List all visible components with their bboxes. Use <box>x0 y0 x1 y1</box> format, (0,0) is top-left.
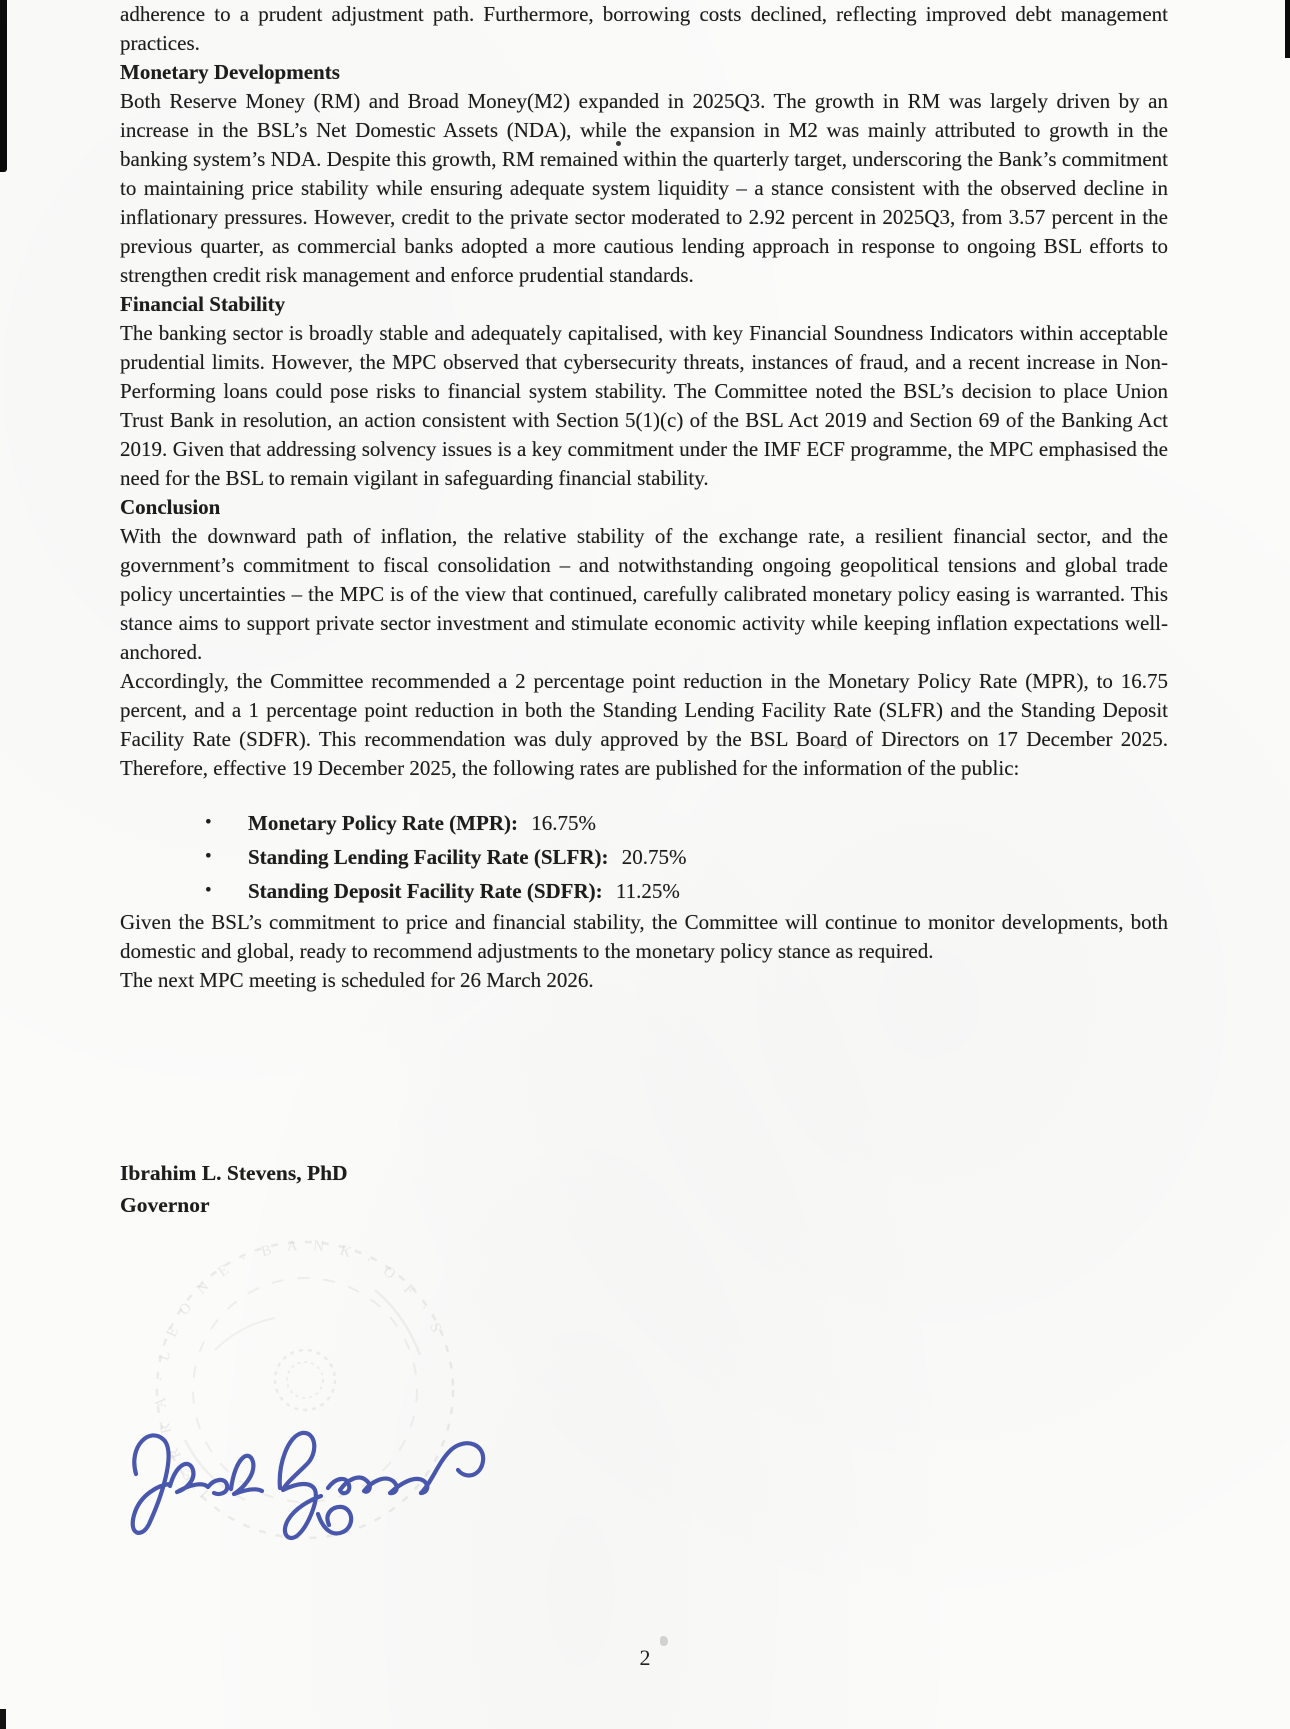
policy-rates-list <box>120 806 1168 908</box>
next-meeting-line: The next MPC meeting is scheduled for 26 March 2026. <box>120 968 594 992</box>
rate-value: 20.75% <box>621 845 687 869</box>
section-heading-monetary-developments: Monetary Developments <box>120 60 340 84</box>
svg-text:I E R R A · L E O N E · B: I E R R A · L E O N E · B A N K · O F · S <box>152 1237 447 1501</box>
rate-decision-paragraph: Accordingly, the Committee recommended a 2 percentage point reduction in the Monetary Policy Rate (MPR), to 16.75 percent, and a 1 percentage point reduction in both the Standing Lending Facility Rate (SLFR) and the Standing Deposit Facility Rate (SDFR). This recommendation was duly approved by the BSL Board of Directors on 17 December 2025. Therefore, effective 19 December 2025, the following rates are published for the information of the public: <box>120 669 1168 780</box>
list-item-mpr <box>120 806 1168 840</box>
rate-value: 11.25% <box>615 879 680 903</box>
scan-artifact-left-edge <box>0 0 7 172</box>
monetary-developments-paragraph: Both Reserve Money (RM) and Broad Money(M2) expanded in 2025Q3. The growth in RM was largely driven by an increase in the BSL’s Net Domestic Assets (NDA), while the expansion in M2 was mainly attributed to growth in the banking system’s NDA. Despite this growth, RM remained within the quarterly target, underscoring the Bank’s commitment to maintaining price stability while ensuring adequate system liquidity – a stance consistent with the observed decline in inflationary pressures. However, credit to the private sector moderated to 2.92 percent in 2025Q3, from 3.57 percent in the previous quarter, as commercial banks adopted a more cautious lending approach in response to ongoing BSL efforts to strengthen credit risk management and enforce prudential standards. <box>120 89 1168 287</box>
scan-artifact-left-bottom <box>0 1709 6 1729</box>
section-heading-conclusion: Conclusion <box>120 495 221 519</box>
bullet-icon: • <box>205 880 212 901</box>
monitoring-paragraph: Given the BSL’s commitment to price and financial stability, the Committee will continue to monitor developments, both domestic and global, ready to recommend adjustments to the monetary policy stance as required. <box>120 910 1168 963</box>
bullet-icon: • <box>205 812 212 833</box>
governor-signature <box>118 1396 490 1548</box>
rate-value: 16.75% <box>531 811 596 835</box>
bullet-icon: • <box>205 846 212 867</box>
intro-paragraph: adherence to a prudent adjustment path. Furthermore, borrowing costs declined, reflecting improved debt management practices. <box>120 2 1168 55</box>
page-number: 2 <box>639 1645 651 1670</box>
signatory-name: Ibrahim L. Stevens, PhD <box>120 1161 348 1185</box>
scan-artifact-right-edge <box>1285 0 1290 58</box>
rate-label: Standing Lending Facility Rate (SLFR): <box>248 845 609 869</box>
financial-stability-paragraph: The banking sector is broadly stable and adequately capitalised, with key Financial Soundness Indicators within acceptable prudential limits. However, the MPC observed that cybersecurity threats, instances of fraud, and a recent increase in Non-Performing loans could pose risks to financial system stability. The Committee noted the BSL’s decision to place Union Trust Bank in resolution, an action consistent with Section 5(1)(c) of the BSL Act 2019 and Section 69 of the Banking Act 2019. Given that addressing solvency issues is a key commitment under the IMF ECF programme, the MPC emphasised the need for the BSL to remain vigilant in safeguarding financial stability. <box>120 321 1168 490</box>
rate-label: Monetary Policy Rate (MPR): <box>248 811 518 835</box>
signatory-block <box>120 1157 1168 1221</box>
section-heading-financial-stability: Financial Stability <box>120 292 286 316</box>
conclusion-paragraph: With the downward path of inflation, the relative stability of the exchange rate, a resilient financial sector, and the government’s commitment to fiscal consolidation – and notwithstanding ongoing geopolitical tensions and global trade policy uncertainties – the MPC is of the view that continued, carefully calibrated monetary policy easing is warranted. This stance aims to support private sector investment and stimulate economic activity while keeping inflation expectations well-anchored. <box>120 524 1168 664</box>
rate-label: Standing Deposit Facility Rate (SDFR): <box>248 879 603 903</box>
list-item-slfr <box>120 840 1168 874</box>
list-item-sdfr <box>120 874 1168 908</box>
signatory-title: Governor <box>120 1193 210 1217</box>
